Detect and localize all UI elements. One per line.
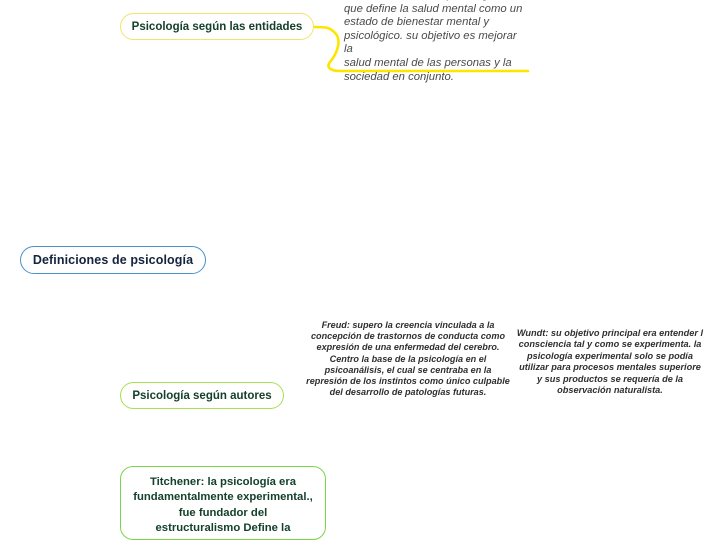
note-entidades-line-3: estado de bienestar mental y (344, 16, 490, 29)
note-freud-line-7: del desarrollo de patologías futuras. (329, 387, 487, 398)
node-root-label: Definiciones de psicología (32, 253, 194, 267)
node-root-definiciones[interactable] (20, 246, 206, 274)
note-entidades (344, 0, 528, 84)
note-freud-line-1: Freud: supero la creencia vinculada a la (321, 320, 495, 330)
note-freud-line-2: concepción de trastornos de conducta como (310, 331, 506, 342)
node-leaf-titchener[interactable] (120, 466, 326, 540)
note-entidades-line-6: sociedad en conjunto. (344, 70, 454, 83)
node-branch-autores[interactable] (120, 382, 284, 409)
note-freud-line-5: psicoanálisis, el cual se centraba en la (324, 364, 492, 375)
note-freud-line-3: expresión de una enfermedad del cerebro. (316, 342, 500, 353)
note-entidades-line-4: psicológico. su objetivo es mejorar la (344, 29, 517, 56)
note-wundt (512, 328, 708, 396)
node-titchener-line-2: fundamentalmente experimental., (133, 491, 313, 503)
note-freud-line-6: represión de los instintos como único culpable (306, 376, 510, 387)
node-titchener-line-1: Titchener: la psicología era (149, 475, 297, 488)
node-branch-entidades-label: Psicología según las entidades (131, 20, 303, 33)
note-freud (297, 320, 519, 398)
node-titchener-line-3: fue fundador del (178, 506, 268, 519)
node-branch-autores-label: Psicología según autores (132, 389, 272, 402)
note-freud-line-4: Centro la base de la psicología en el (329, 353, 487, 364)
note-wundt-line-5: y sus productos se requería de la (536, 373, 684, 384)
note-wundt-line-3: psicología experimental solo se podía (527, 350, 693, 361)
note-wundt-line-6: observación naturalista. (557, 385, 663, 396)
note-entidades-line-2: que define la salud mental como un (344, 2, 523, 15)
node-titchener-line-4: estructuralismo Define la (155, 522, 291, 534)
note-wundt-line-1: Wundt: su objetivo principal era entender l (516, 328, 704, 338)
note-wundt-line-4: utilizar para procesos mentales superiore (519, 362, 701, 373)
note-wundt-line-2: consciencia tal y como se experimenta. la (518, 339, 702, 350)
node-branch-entidades[interactable] (120, 13, 314, 40)
note-entidades-line-5: salud mental de las personas y la (344, 56, 512, 69)
